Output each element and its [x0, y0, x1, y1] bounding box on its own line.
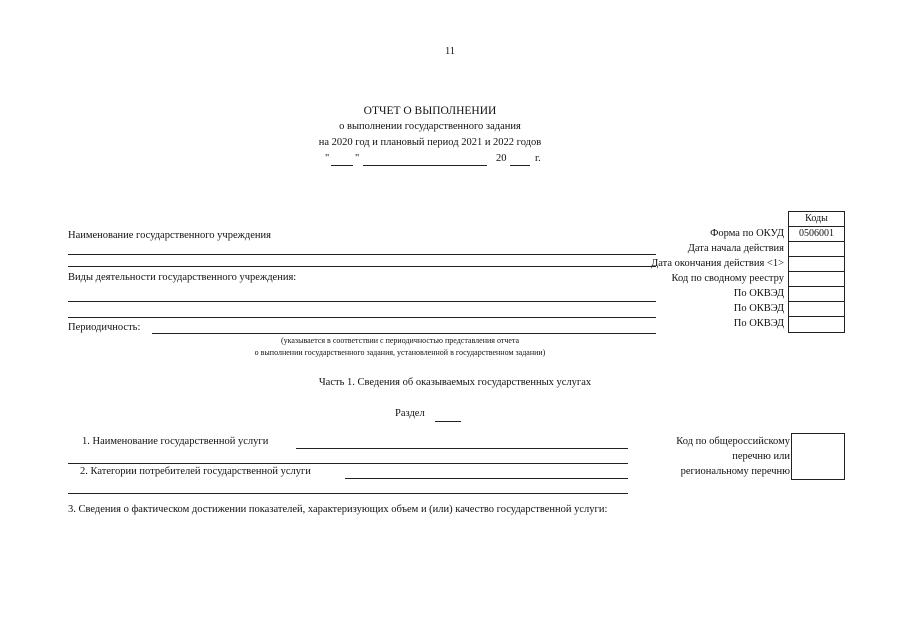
periodicity-label: Периодичность: — [68, 322, 141, 333]
consumers-line-1[interactable] — [345, 478, 628, 479]
registry-code-label-2: перечню или — [732, 451, 790, 462]
report-subtitle: о выполнении государственного задания — [339, 121, 521, 132]
code-end-date-value[interactable] — [788, 256, 845, 272]
codes-header: Коды — [788, 211, 845, 227]
date-suffix: г. — [535, 153, 541, 164]
page-number: 11 — [444, 46, 456, 57]
indicators-label: 3. Сведения о фактическом достижении показателей, характеризующих объем и (или) качество государственной услуги: — [68, 504, 608, 515]
code-end-date-label: Дата окончания действия <1> — [651, 258, 784, 269]
consumers-label: 2. Категории потребителей государственной услуги — [80, 466, 311, 477]
institution-name-label: Наименование государственного учреждения — [68, 230, 271, 241]
date-day-line[interactable] — [331, 165, 353, 166]
date-quote-close: " — [355, 153, 360, 164]
date-year-prefix: 20 — [496, 153, 507, 164]
date-year-line[interactable] — [510, 165, 530, 166]
institution-name-line-2[interactable] — [68, 266, 656, 267]
periodicity-note-1: (указывается в соответствии с периодичностью представления отчета — [280, 336, 520, 345]
activities-line-1[interactable] — [68, 301, 656, 302]
code-okud-value[interactable]: 0506001 — [788, 226, 845, 242]
registry-code-label-3: региональному перечню — [680, 466, 790, 477]
periodicity-line[interactable] — [152, 333, 656, 334]
code-okved-3-label: По ОКВЭД — [733, 318, 784, 329]
date-quote-open: " — [325, 153, 330, 164]
service-name-line-2[interactable] — [68, 463, 628, 464]
code-start-date-value[interactable] — [788, 241, 845, 257]
code-okved-1-label: По ОКВЭД — [733, 288, 784, 299]
institution-name-line-1[interactable] — [68, 254, 656, 255]
code-okud-label: Форма по ОКУД — [710, 228, 784, 239]
code-okved-2-label: По ОКВЭД — [733, 303, 784, 314]
section-number-line[interactable] — [435, 421, 461, 422]
code-okved-3-value[interactable] — [788, 316, 845, 333]
activities-label: Виды деятельности государственного учреждения: — [68, 272, 297, 283]
section-label: Раздел — [395, 408, 425, 419]
part1-title: Часть 1. Сведения об оказываемых государственных услугах — [318, 377, 592, 388]
registry-code-label-1: Код по общероссийскому — [676, 436, 790, 447]
report-title: ОТЧЕТ О ВЫПОЛНЕНИИ — [363, 105, 497, 117]
code-okved-2-value[interactable] — [788, 301, 845, 317]
date-month-line[interactable] — [363, 165, 487, 166]
service-name-line-1[interactable] — [296, 448, 628, 449]
consumers-line-2[interactable] — [68, 493, 628, 494]
activities-line-2[interactable] — [68, 317, 656, 318]
code-registry-value[interactable] — [788, 271, 845, 287]
report-period: на 2020 год и плановый период 2021 и 2022 годов — [318, 137, 542, 148]
code-registry-label: Код по сводному реестру — [671, 273, 784, 284]
registry-code-box[interactable] — [791, 433, 845, 480]
code-start-date-label: Дата начала действия — [687, 243, 784, 254]
code-okved-1-value[interactable] — [788, 286, 845, 302]
service-name-label: 1. Наименование государственной услуги — [82, 436, 269, 447]
periodicity-note-2: о выполнении государственного задания, установленной в государственном задании) — [254, 348, 546, 357]
